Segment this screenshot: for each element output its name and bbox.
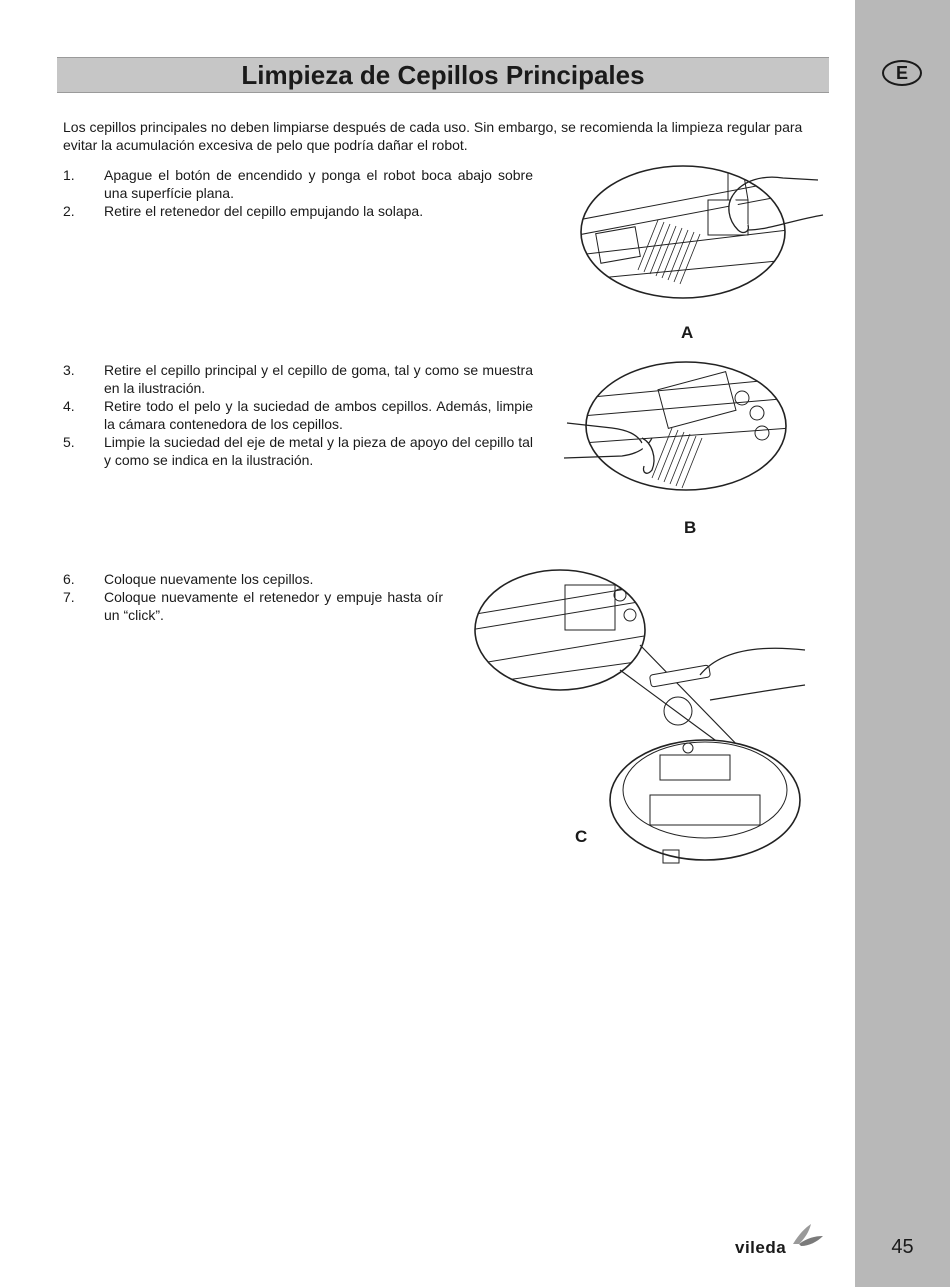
step-text: Coloque nuevamente el retenedor y empuje hasta oír un “click”. [104, 589, 443, 623]
step-item [63, 570, 443, 588]
vileda-logo [735, 1222, 825, 1258]
intro-paragraph: Los cepillos principales no deben limpiarse después de cada uso. Sin embargo, se recomienda la limpieza regular para evitar la acumulación excesiva de pelo que podría dañar el robot. [63, 119, 803, 153]
step-item [63, 588, 443, 624]
step-item [63, 361, 533, 397]
step-number: 2. [63, 203, 75, 219]
side-tab-bar [855, 0, 950, 1287]
step-text: Apague el botón de encendido y ponga el robot boca abajo sobre una superfície plana. [104, 167, 533, 201]
figure-label-a: A [681, 323, 694, 342]
brand-name: vileda [735, 1238, 787, 1257]
step-number: 7. [63, 589, 75, 605]
page-number: 45 [891, 1236, 914, 1258]
step-item [63, 397, 533, 433]
steps-group-1 [63, 166, 533, 220]
steps-group-3 [63, 570, 443, 624]
robot-reassembly-illustration [470, 565, 815, 870]
step-text: Retire el cepillo principal y el cepillo de goma, tal y como se muestra en la ilustración. [104, 362, 533, 396]
figure-label-c: C [575, 827, 588, 846]
step-text: Limpie la suciedad del eje de metal y la pieza de apoyo del cepillo tal y como se indica en la ilustración. [104, 434, 533, 468]
step-item [63, 433, 533, 469]
page-title: Limpieza de Cepillos Principales [241, 59, 645, 90]
step-number: 1. [63, 167, 75, 183]
language-badge: E [882, 60, 922, 86]
step-text: Coloque nuevamente los cepillos. [104, 571, 314, 587]
step-number: 5. [63, 434, 75, 450]
steps-group-2 [63, 361, 533, 469]
brush-retainer-illustration [578, 160, 828, 305]
brush-removal-illustration [562, 358, 792, 498]
step-number: 4. [63, 398, 75, 414]
figure-label-b: B [684, 518, 697, 537]
step-text: Retire todo el pelo y la suciedad de ambos cepillos. Además, limpie la cámara contenedora de los cepillos. [104, 398, 533, 432]
step-item [63, 202, 533, 220]
bird-icon [789, 1222, 825, 1252]
step-text: Retire el retenedor del cepillo empujando la solapa. [104, 203, 424, 219]
title-bar [57, 57, 829, 93]
step-number: 3. [63, 362, 75, 378]
step-number: 6. [63, 571, 75, 587]
step-item [63, 166, 533, 202]
